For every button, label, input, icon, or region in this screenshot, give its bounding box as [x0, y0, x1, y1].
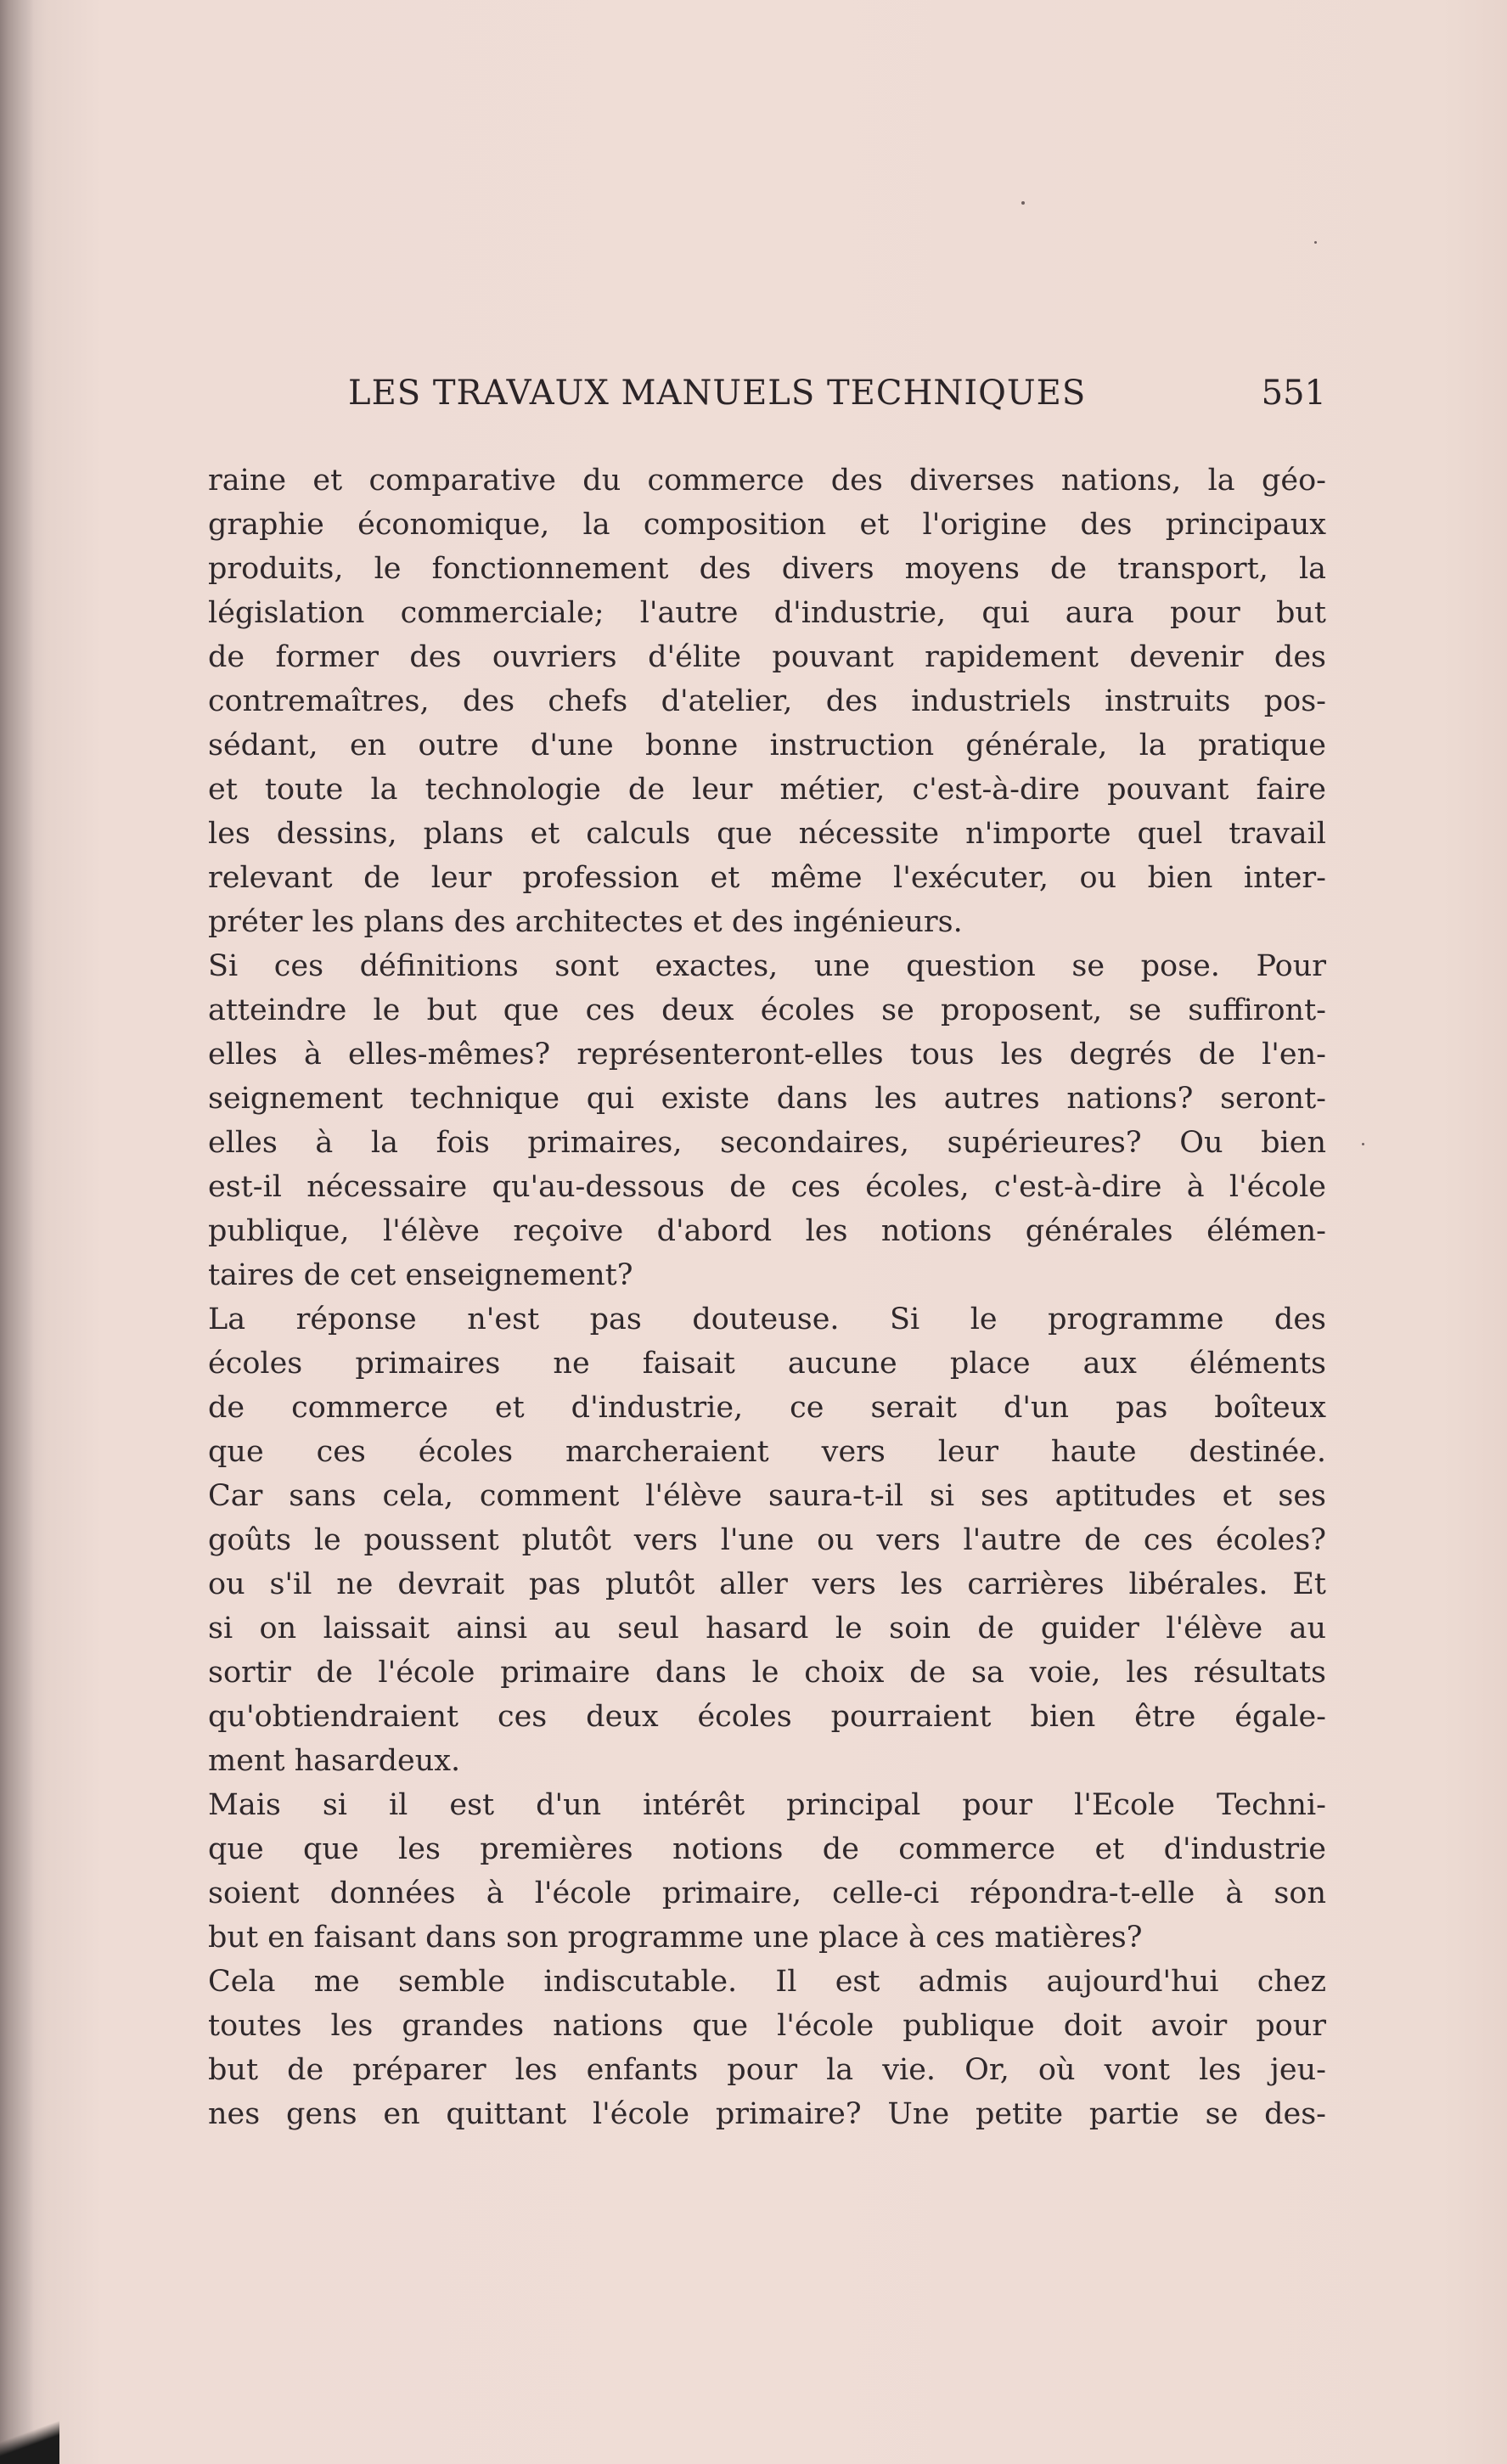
text-line: relevant de leur profession et même l'exécuter, ou bien inter-	[208, 861, 1326, 895]
text-line: soient données à l'école primaire, celle-ci répondra-t-elle à son	[208, 1876, 1326, 1910]
page-header	[348, 374, 1326, 425]
text-line: préter les plans des architectes et des ingénieurs.	[208, 905, 963, 939]
paper-speck	[1021, 201, 1025, 205]
text-line: législation commerciale; l'autre d'industrie, qui aura pour but	[208, 596, 1326, 630]
text-line: La réponse n'est pas douteuse. Si le programme des	[208, 1302, 1326, 1336]
text-line: sortir de l'école primaire dans le choix de sa voie, les résultats	[208, 1656, 1326, 1690]
text-line: que ces écoles marcheraient vers leur haute destinée.	[208, 1435, 1326, 1469]
text-line: publique, l'élève reçoive d'abord les notions générales élémen-	[208, 1214, 1326, 1248]
text-line: écoles primaires ne faisait aucune place aux éléments	[208, 1347, 1326, 1381]
text-line: but de préparer les enfants pour la vie. Or, où vont les jeu-	[208, 2053, 1326, 2087]
text-line: les dessins, plans et calculs que nécessite n'importe quel travail	[208, 817, 1326, 851]
running-head: LES TRAVAUX MANUELS TECHNIQUES	[348, 374, 1087, 413]
text-line: toutes les grandes nations que l'école publique doit avoir pour	[208, 2009, 1326, 2043]
text-line: que que les premières notions de commerce et d'industrie	[208, 1832, 1326, 1866]
text-line: taires de cet enseignement?	[208, 1258, 633, 1292]
text-line: et toute la technologie de leur métier, c'est-à-dire pouvant faire	[208, 773, 1326, 807]
text-line: ment hasardeux.	[208, 1744, 461, 1778]
text-line: nes gens en quittant l'école primaire? Une petite partie se des-	[208, 2097, 1326, 2131]
page-corner-shadow	[0, 2413, 59, 2464]
text-line: Si ces définitions sont exactes, une question se pose. Pour	[208, 949, 1326, 983]
text-line: sédant, en outre d'une bonne instruction générale, la pratique	[208, 729, 1326, 762]
book-spine-shadow	[0, 0, 34, 2464]
text-line: est-il nécessaire qu'au-dessous de ces écoles, c'est-à-dire à l'école	[208, 1170, 1326, 1204]
text-line: contremaîtres, des chefs d'atelier, des industriels instruits pos-	[208, 684, 1326, 718]
text-line: atteindre le but que ces deux écoles se proposent, se suffiront-	[208, 993, 1326, 1027]
paper-speck	[1362, 1143, 1364, 1145]
text-line: de commerce et d'industrie, ce serait d'un pas boîteux	[208, 1391, 1326, 1425]
text-line: Car sans cela, comment l'élève saura-t-il si ses aptitudes et ses	[208, 1479, 1326, 1513]
text-line: goûts le poussent plutôt vers l'une ou vers l'autre de ces écoles?	[208, 1523, 1326, 1557]
text-line: graphie économique, la composition et l'origine des principaux	[208, 508, 1326, 542]
text-line: but en faisant dans son programme une place à ces matières?	[208, 1921, 1143, 1955]
text-line: de former des ouvriers d'élite pouvant rapidement devenir des	[208, 640, 1326, 674]
text-line: Cela me semble indiscutable. Il est admis aujourd'hui chez	[208, 1965, 1326, 1999]
text-line: ou s'il ne devrait pas plutôt aller vers les carrières libérales. Et	[208, 1567, 1326, 1601]
text-line: seignement technique qui existe dans les autres nations? seront-	[208, 1082, 1326, 1116]
text-line: elles à la fois primaires, secondaires, supérieures? Ou bien	[208, 1126, 1326, 1160]
page-number: 551	[1261, 374, 1326, 413]
paper-speck	[1314, 241, 1317, 244]
body-text	[208, 458, 1326, 2136]
text-line: raine et comparative du commerce des diverses nations, la géo-	[208, 464, 1326, 498]
text-line: Mais si il est d'un intérêt principal pour l'Ecole Techni-	[208, 1788, 1326, 1822]
text-line: si on laissait ainsi au seul hasard le soin de guider l'élève au	[208, 1612, 1326, 1645]
text-line: elles à elles-mêmes? représenteront-elles tous les degrés de l'en-	[208, 1038, 1326, 1072]
text-line: produits, le fonctionnement des divers moyens de transport, la	[208, 552, 1326, 586]
text-line: qu'obtiendraient ces deux écoles pourraient bien être égale-	[208, 1700, 1326, 1734]
